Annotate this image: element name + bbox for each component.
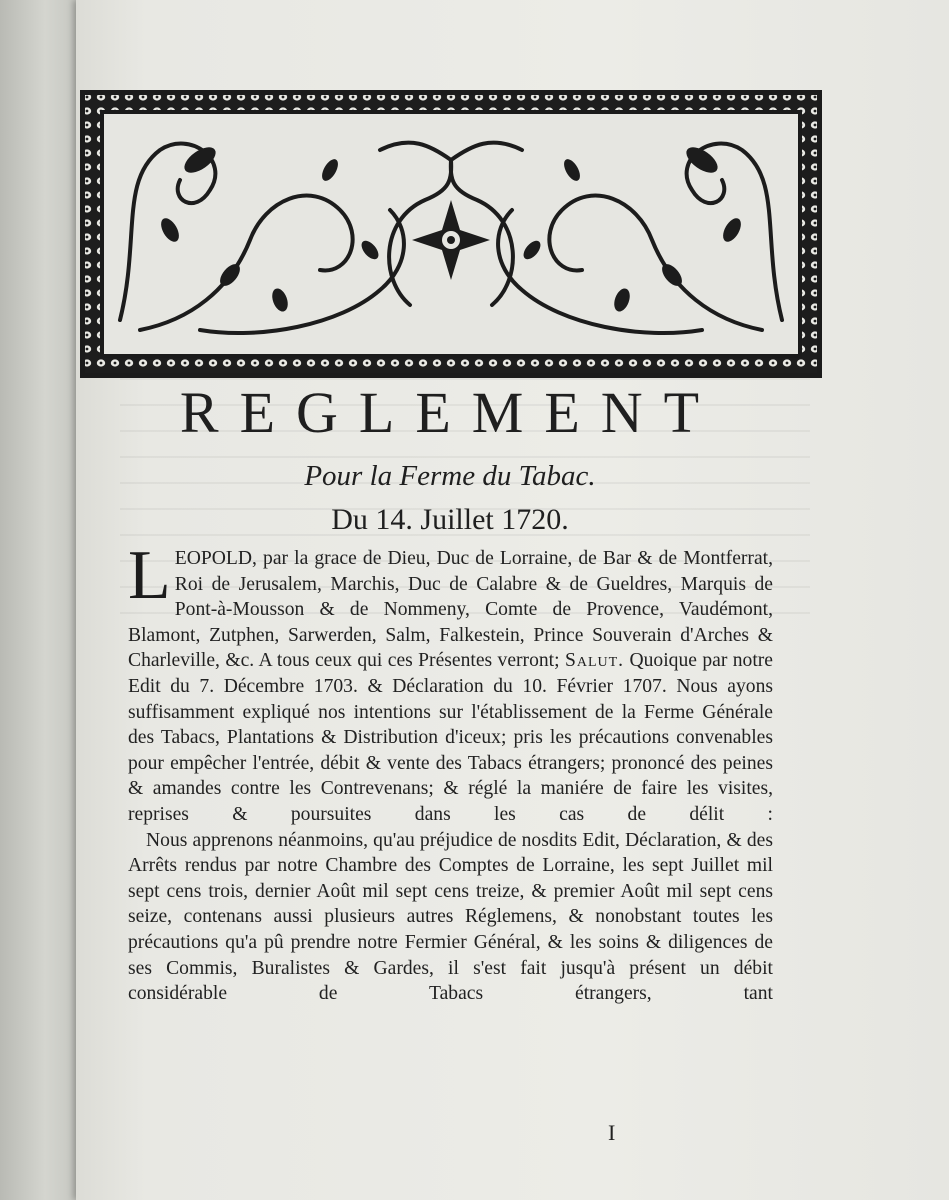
ornamental-headpiece xyxy=(80,90,822,378)
body-text xyxy=(128,537,773,1007)
document-date: Du 14. Juillet 1720. xyxy=(331,503,569,536)
drop-cap: L xyxy=(128,537,171,614)
paragraph-2: Nous apprenons néanmoins, qu'au préjudice de nosdits Edit, Déclaration, & des Arrêts rendus par notre Chambre des Comptes de Lorraine, les sept Juillet mil sept cens trois, dernier Août mil sept cens treize, & premier Août mil sept cens seize, contenans aussi plusieurs autres Réglemens, & nonobstant toutes les précautions qu'a pû prendre notre Fermier Général, & les soins & diligences de ses Commis, Buralistes & Gardes, il s'est fait jusqu'à présent un débit considérable de Tabacs étrangers, tant xyxy=(128,829,773,1005)
document-title: REGLEMENT xyxy=(179,380,721,445)
paragraph-1-text: EOPOLD, par la grace de Dieu, Duc de Lorraine, de Bar & de Montferrat, Roi de Jerusalem, Marchis, Duc de Calabre & de Gueldres, Marquis de Pont-à-Mousson & de Nommeny, Comte de Provence, Vaudémont, Blamont, Zutphen, Sarwerden, Salm, Falkestein, Prince Souverain d'Arches & Charleville, &c. A tous ceux qui ces Présentes verront; xyxy=(128,548,773,672)
adjacent-page-edge xyxy=(0,0,82,1200)
page-number: I xyxy=(608,1120,616,1145)
salut-word: Salut. xyxy=(564,650,625,672)
paragraph-1 xyxy=(128,537,773,828)
document-subtitle: Pour la Ferme du Tabac. xyxy=(304,460,596,492)
paragraph-1-continuation: Quoique par notre Edit du 7. Décembre 1703. & Déclaration du 10. Février 1707. Nous ayons suffisamment expliqué nos intentions sur l'établissement de la Ferme Générale des Tabacs, Plantations & Distribution d'iceux; pris les précautions convenables pour empêcher l'entrée, débit & vente des Tabacs étrangers; prononcé des peines & amandes contre les Contrevenans; & réglé la maniére de faire les visites, reprises & poursuites dans les cas de délit : xyxy=(128,650,773,825)
